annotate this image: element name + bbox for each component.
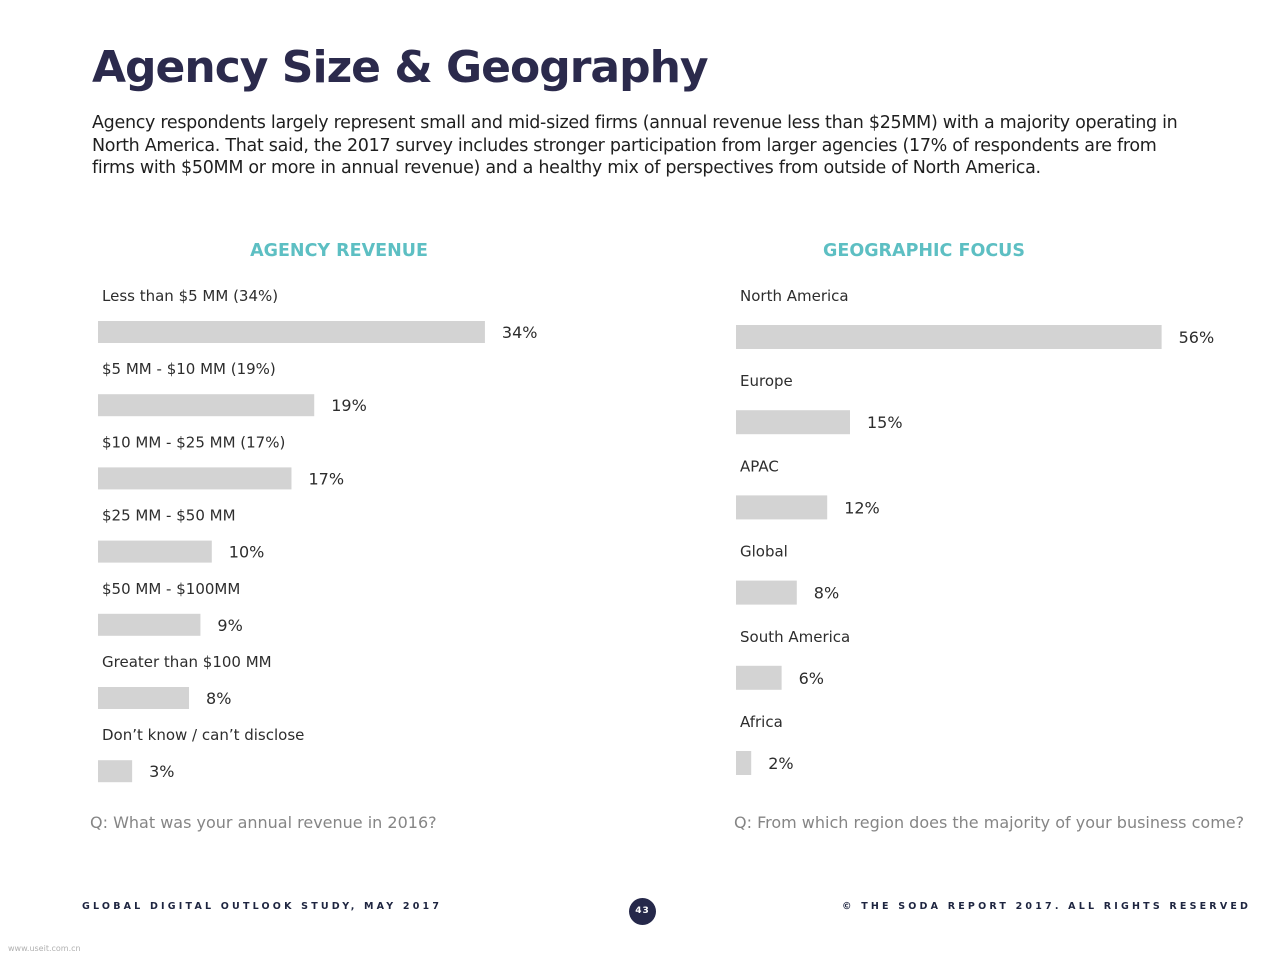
geography-chart-title: GEOGRAPHIC FOCUS <box>823 241 1025 261</box>
page-title: Agency Size & Geography <box>92 42 708 93</box>
geography-value-label: 6% <box>798 668 824 688</box>
revenue-category-label: Don’t know / can’t disclose <box>102 726 305 745</box>
revenue-category-label: $25 MM - $50 MM <box>102 506 236 525</box>
revenue-value-label: 10% <box>228 542 265 562</box>
revenue-question: Q: What was your annual revenue in 2016? <box>90 813 437 832</box>
geography-category-label: Global <box>740 542 788 561</box>
geography-bar <box>736 666 782 690</box>
revenue-category-label: Less than $5 MM (34%) <box>102 287 279 305</box>
geography-category-label: APAC <box>740 457 779 476</box>
geography-question: Q: From which region does the majority of your business come? <box>734 813 1245 832</box>
geography-bar <box>736 325 1162 349</box>
revenue-category-label: Greater than $100 MM <box>102 653 272 671</box>
footer-copyright: © THE SODA REPORT 2017. ALL RIGHTS RESERVED <box>842 901 1252 912</box>
geography-category-label: South America <box>740 627 851 646</box>
geography-value-label: 2% <box>768 754 794 773</box>
revenue-chart-title: AGENCY REVENUE <box>250 241 428 261</box>
geography-value-label: 12% <box>844 498 880 518</box>
revenue-value-label: 9% <box>217 615 243 635</box>
revenue-value-label: 8% <box>206 689 232 708</box>
geography-value-label: 56% <box>1178 328 1215 347</box>
geography-value-label: 8% <box>813 583 840 603</box>
geography-bar <box>736 751 751 775</box>
page-intro: Agency respondents largely represent small and mid-sized firms (annual revenue less than $25MM) with a majority operating in North America. That said, the 2017 survey includes stronger participation from larger agencies (17% of respondents are from firms with $50MM or more in annual revenue) and a healthy mix of perspectives from outside of North America. <box>92 113 1178 178</box>
geography-category-label: North America <box>740 287 849 305</box>
revenue-category-label: $10 MM - $25 MM (17%) <box>102 433 286 452</box>
page-number-badge: 43 <box>629 898 656 925</box>
geography-category-label: Africa <box>740 713 783 731</box>
revenue-category-label: $5 MM - $10 MM (19%) <box>102 360 276 379</box>
geography-bar <box>736 410 850 434</box>
geography-bar <box>736 495 827 519</box>
watermark: www.useit.com.cn <box>8 944 81 953</box>
revenue-value-label: 3% <box>149 762 175 782</box>
revenue-value-label: 17% <box>308 469 345 489</box>
revenue-category-label: $50 MM - $100MM <box>102 579 241 598</box>
geography-value-label: 15% <box>867 413 903 433</box>
footer-study-name: GLOBAL DIGITAL OUTLOOK STUDY, MAY 2017 <box>82 901 443 912</box>
geography-category-label: Europe <box>740 372 793 391</box>
geography-bar <box>736 581 797 605</box>
revenue-value-label: 34% <box>501 323 538 342</box>
revenue-value-label: 19% <box>331 396 367 416</box>
